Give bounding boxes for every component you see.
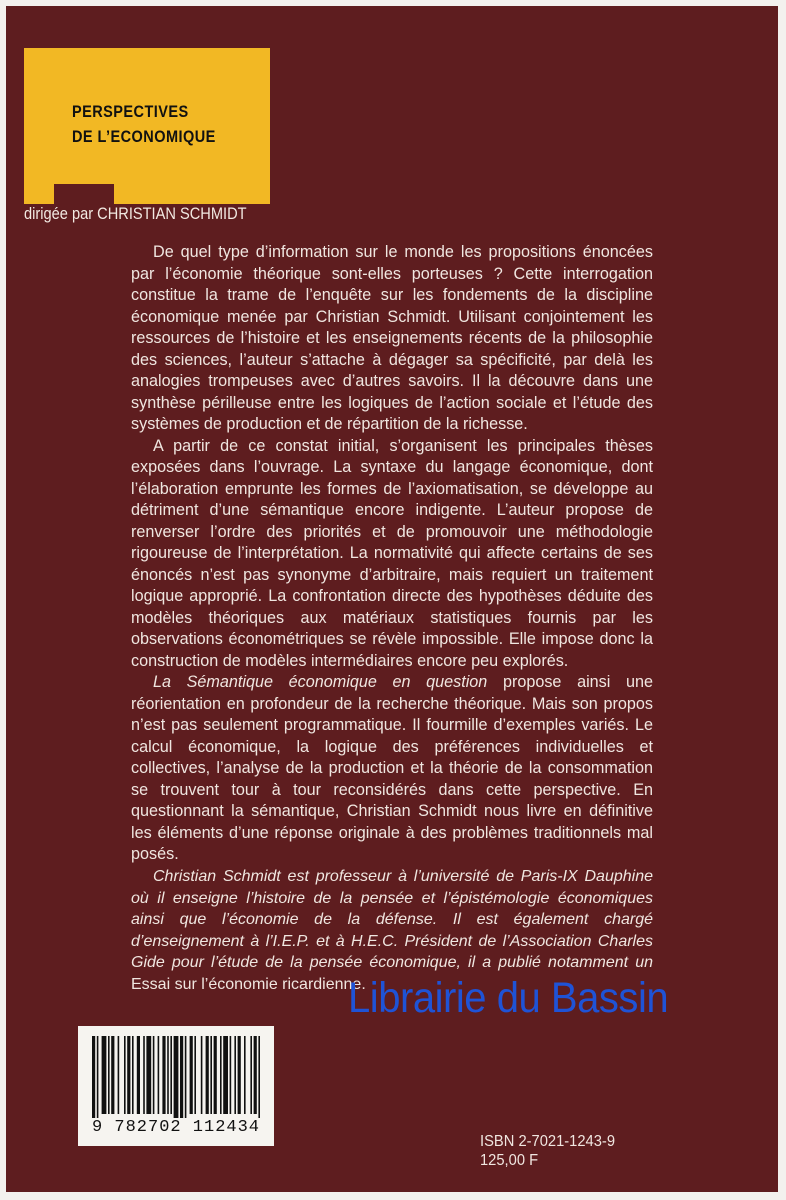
barcode-bar (127, 1036, 130, 1114)
barcode-bar (162, 1036, 165, 1114)
barcode-bar (254, 1036, 257, 1114)
barcode-bar (111, 1036, 114, 1114)
barcode (78, 1026, 274, 1146)
barcode-bar (210, 1036, 212, 1114)
description-paragraph-1: De quel type d’information sur le monde les propositions énoncées par l’économie théorique sont-elles porteuses ? Cette interrogation constitue la trame de l’enquête sur les fondements de la discipline économique menée par Christian Schmidt. Utilisant conjointement les ressources de l’histoire et les enseignements récents de la philosophie des sciences, l’auteur s’attache à dégager sa spécificité, par delà les analogies trompeuses avec d’autres savoirs. Il la découvre dans une synthèse périlleuse entre les logiques de l’action sociale et l’étude des systèmes de production et de répartition de la richesse. (131, 243, 653, 433)
barcode-bar (250, 1036, 252, 1114)
series-title-line2: DE L’ECONOMIQUE (72, 128, 216, 146)
barcode-bar (124, 1036, 126, 1114)
book-description (131, 242, 653, 866)
bookshop-watermark: Librairie du Bassin (348, 974, 669, 1022)
barcode-bar (234, 1036, 236, 1114)
barcode-bar (118, 1036, 120, 1114)
barcode-bar (258, 1036, 260, 1118)
barcode-bar (230, 1036, 232, 1114)
author-bio-text: Christian Schmidt est professeur à l’université de Paris-IX Dauphine où il enseigne l’histoire de la pensée et l’épistémologie économiques ainsi que l’économie de la défense. Il est également chargé d’enseignement à l’I.E.P. et à H.E.C. Président de l’Association Charles Gide pour l’étude de la pensée économique, il a publié notamment un (131, 868, 653, 971)
series-logo (24, 48, 270, 204)
isbn-number: ISBN 2-7021-1243-9 (480, 1133, 616, 1150)
isbn-block (480, 1132, 615, 1170)
barcode-bar (194, 1036, 196, 1114)
description-paragraph-2: A partir de ce constat initial, s’organisent les principales thèses exposées dans l’ouvrage. La syntaxe du langage économique, dont l’élaboration emprunte les formes de l’axiomatisation, se développe au détriment d’une sémantique encore indigente. L’auteur propose de renverser l’ordre des priorités et de promouvoir une méthodologie rigoureuse de l’interprétation. La normativité qui affecte certains de ses énoncés n’est pas synonyme d’arbitraire, mais requiert un traitement logique approprié. La confrontation directe des hypothèses déduite des modèles théoriques aux matériaux statistiques fournis par les observations économétriques se révèle impossible. Elle impose donc la construction de modèles intermédiaires encore peu explorés. (131, 436, 653, 670)
barcode-bar (167, 1036, 169, 1114)
barcode-bar (223, 1036, 228, 1114)
book-back-cover (6, 6, 778, 1192)
barcode-bar (102, 1036, 107, 1114)
series-editor: dirigée par CHRISTIAN SCHMIDT (24, 204, 247, 223)
barcode-bar (244, 1036, 246, 1114)
barcode-bar (143, 1036, 145, 1114)
barcode-bar (190, 1036, 193, 1114)
price: 125,00 F (480, 1152, 539, 1169)
barcode-bar (158, 1036, 160, 1114)
barcode-digits: 9 782702 112434 (91, 1118, 261, 1137)
barcode-bar (137, 1036, 140, 1114)
barcode-bar (97, 1036, 99, 1118)
barcode-bar (214, 1036, 217, 1114)
barcode-bar (180, 1036, 183, 1118)
barcode-bar (174, 1036, 179, 1118)
barcode-bar (146, 1036, 151, 1114)
series-title (72, 100, 216, 150)
barcode-bar (153, 1036, 155, 1114)
book-title-italic: La Sémantique économique en question (153, 673, 488, 691)
barcode-bar (185, 1036, 187, 1118)
barcode-bar (170, 1036, 172, 1114)
author-bio-book-title: Essai sur l’économie ricardienne. (131, 975, 366, 993)
barcode-bar (206, 1036, 209, 1114)
barcode-bar (92, 1036, 95, 1118)
barcode-bar (220, 1036, 222, 1114)
barcode-bar (108, 1036, 110, 1114)
description-paragraph-3-text: propose ainsi une réorientation en profondeur de la recherche théorique. Mais son propos n’est pas seulement programmatique. Il fourmille d’exemples variés. Le calcul économique, la logique des préférences individuelles et collectives, l’analyse de la production et la théorie de la consommation se trouvent tour à tour reconsidérés dans cette perspective. En questionnant la sémantique, Christian Schmidt nous livre en définitive les éléments d’une réponse originale à des problèmes traditionnels mal posés. (131, 673, 653, 863)
barcode-bar (132, 1036, 134, 1114)
barcode-bar (238, 1036, 241, 1114)
series-title-line1: PERSPECTIVES (72, 103, 189, 121)
description-paragraph-3 (131, 672, 653, 866)
barcode-bar (201, 1036, 203, 1114)
barcode-bars (78, 1026, 274, 1118)
